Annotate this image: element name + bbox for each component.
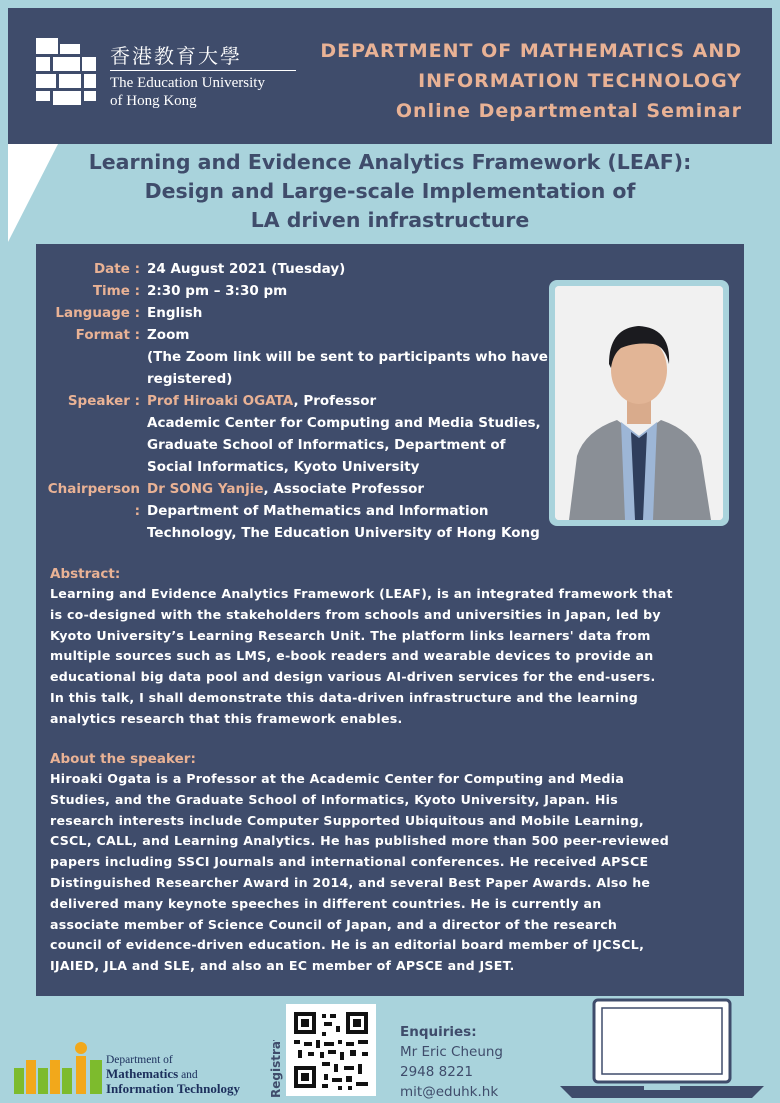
about-line: papers including SSCI Journals and international conferences. He received APSCE [50, 854, 649, 870]
chairperson-title: , Associate Professor [263, 481, 425, 497]
mit-logo-text [106, 1054, 240, 1095]
abstract-line: multiple sources such as LMS, e-book readers and wearable devices to provide an [50, 648, 654, 664]
title-line3: LA driven infrastructure [250, 208, 530, 232]
contact-email[interactable]: mit@eduhk.hk [400, 1084, 499, 1100]
qr-code-icon [286, 1004, 376, 1096]
speaker-photo-frame [549, 280, 729, 526]
contact-phone[interactable]: 2948 8221 [400, 1064, 474, 1080]
about-line: associate member of Science Council of Japan, and a director of the research [50, 916, 618, 932]
title-line1: Learning and Evidence Analytics Framework (LEAF): [88, 150, 692, 174]
speaker-line [147, 390, 376, 412]
mit-department-logo [14, 1038, 254, 1098]
date-label: Date : [93, 261, 140, 277]
decorative-triangle [8, 144, 58, 242]
mit-logo-icon [14, 1038, 106, 1096]
logo-chinese-name: 香港教育大學 [110, 44, 242, 68]
mit-logo-line2 [106, 1067, 240, 1082]
abstract-line: educational big data pool and design various AI-driven services for the end-users. [50, 669, 656, 685]
format-note-line2: registered) [147, 371, 233, 387]
time-value: 2:30 pm – 3:30 pm [147, 283, 288, 299]
speaker-affiliation-line2: Graduate School of Informatics, Department of [147, 437, 506, 453]
about-line: delivered many keynote speeches in different countries. He is currently an [50, 895, 602, 911]
abstract-line: is co-designed with the stakeholders from schools and universities in Japan, led by [50, 606, 661, 622]
about-line: CSCL, CALL, and Learning Analytics. He has published more than 500 peer-reviewed [50, 833, 669, 849]
mit-logo-line1: Department of [106, 1054, 173, 1066]
about-line: research interests include Computer Supported Ubiquitous and Mobile Learning, [50, 812, 644, 828]
about-speaker-text [50, 769, 730, 977]
mit-logo-mathematics: Mathematics [106, 1066, 179, 1081]
abstract-heading: Abstract: [50, 566, 121, 582]
chairperson-affiliation-line1: Department of Mathematics and Information [147, 503, 489, 519]
about-line: IJAIED, JLA and SLE, and also an EC member of APSCE and JSET. [50, 958, 515, 974]
logo-english-name [110, 74, 265, 110]
mit-logo-and: and [178, 1069, 198, 1081]
enquiries-label: Enquiries: [400, 1024, 477, 1040]
chairperson-affiliation-line2: Technology, The Education University of Hong Kong [147, 525, 540, 541]
format-note-line1: (The Zoom link will be sent to participants who have [147, 349, 548, 365]
about-line: Hiroaki Ogata is a Professor at the Academic Center for Computing and Media [50, 771, 625, 786]
department-heading [302, 36, 742, 126]
about-line: Distinguished Researcher Award in 2014, and several Best Paper Awards. Also he [50, 874, 651, 890]
laptop-icon [556, 998, 768, 1100]
abstract-line: In this talk, I shall demonstrate this data-driven infrastructure and the learning [50, 689, 639, 705]
seminar-title [60, 148, 720, 235]
about-line: Studies, and the Graduate School of Informatics, Kyoto University, Japan. His [50, 791, 618, 807]
main-panel [36, 244, 744, 996]
enquiries-block [400, 1022, 503, 1102]
format-value: Zoom [147, 327, 190, 343]
eduhk-emblem-icon [36, 38, 96, 112]
chairperson-label: Chairperson : [47, 481, 140, 519]
speaker-name: Prof Hiroaki OGATA [147, 393, 294, 409]
speaker-photo [555, 286, 723, 520]
speaker-title: , Professor [293, 393, 377, 409]
chairperson-line [147, 478, 424, 500]
header-banner [8, 8, 772, 144]
format-label: Format : [75, 327, 140, 343]
speaker-affiliation-line1: Academic Center for Computing and Media Studies, [147, 415, 541, 431]
logo-english-line1: The Education University [110, 75, 265, 91]
department-line2: INFORMATION TECHNOLOGY [418, 70, 742, 92]
time-label: Time : [92, 283, 140, 299]
mit-logo-line3: Information Technology [106, 1081, 240, 1096]
title-line2: Design and Large-scale Implementation of [144, 179, 636, 203]
seminar-type: Online Departmental Seminar [395, 100, 742, 122]
about-line: council of evidence-driven education. He is an editorial board member of IJCSCL, [50, 937, 645, 953]
abstract-line: Kyoto University’s Learning Research Unit. The platform links learners' data from [50, 627, 651, 643]
about-speaker-heading: About the speaker: [50, 751, 196, 767]
contact-name: Mr Eric Cheung [400, 1044, 504, 1060]
language-label: Language : [55, 305, 140, 321]
logo-english-line2: of Hong Kong [110, 93, 197, 109]
registration-qr-code[interactable] [286, 1004, 376, 1096]
logo-divider [110, 70, 296, 71]
abstract-text [50, 584, 730, 730]
date-value: 24 August 2021 (Tuesday) [147, 261, 346, 277]
speaker-label: Speaker : [67, 393, 140, 409]
registration-label: Registration: [269, 1040, 283, 1098]
abstract-line: analytics research that this framework enables. [50, 710, 403, 726]
speaker-portrait-icon [555, 286, 723, 520]
abstract-line: Learning and Evidence Analytics Framework (LEAF), is an integrated framework that [50, 586, 673, 601]
chairperson-name: Dr SONG Yanjie [147, 481, 264, 497]
eduhk-logo [36, 36, 276, 116]
department-line1: DEPARTMENT OF MATHEMATICS AND [320, 40, 742, 62]
language-value: English [147, 305, 203, 321]
speaker-affiliation-line3: Social Informatics, Kyoto University [147, 459, 420, 475]
